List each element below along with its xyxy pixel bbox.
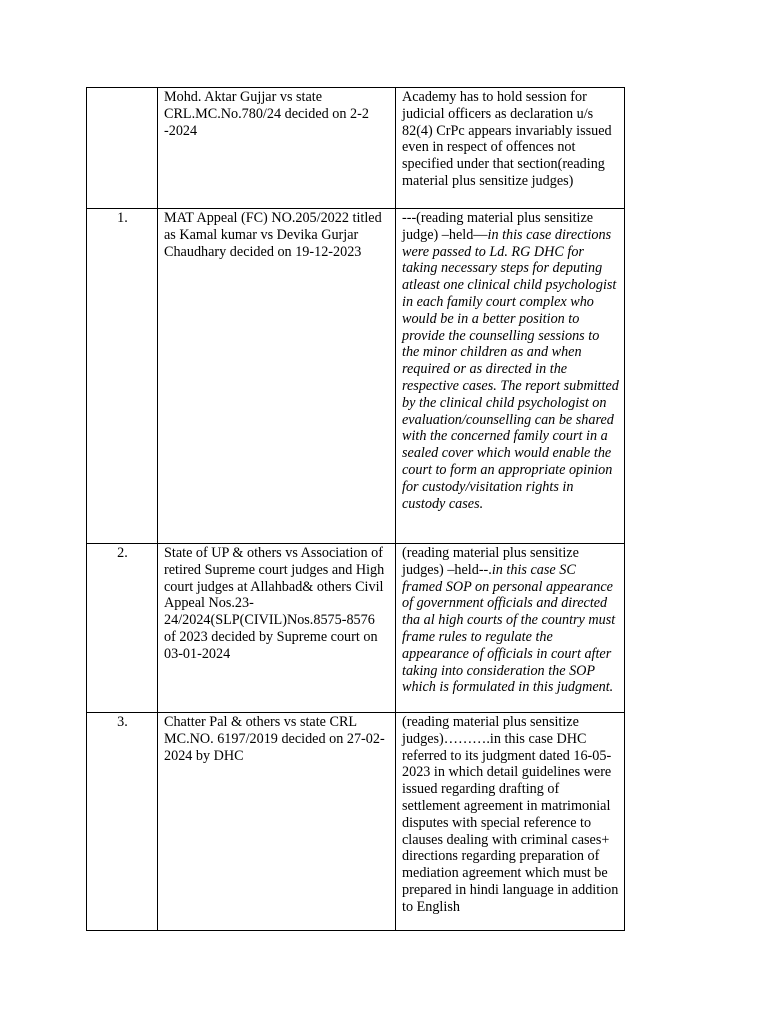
serial-number-cell: 1. [87,209,158,544]
case-table [86,87,625,931]
case-note-cell [396,713,625,931]
case-note-text: (reading material plus sensitize judges) –held--. [402,545,579,578]
case-note-text: ---(reading material plus sensitize judge) –held— [402,210,594,243]
table-row [87,544,625,713]
case-citation-cell: Chatter Pal & others vs state CRL MC.NO. 6197/2019 decided on 27-02-2024 by DHC [158,713,396,931]
case-citation-cell: Mohd. Aktar Gujjar vs state CRL.MC.No.780/24 decided on 2-2 -2024 [158,88,396,209]
case-note-holding: in this case SC framed SOP on personal appearance of government officials and directed tha al high courts of the country must frame rules to regulate the appearance of officials in court after taking into consideration the SOP which is formulated in this judgment. [402,561,616,696]
case-note-cell [396,544,625,713]
case-citation-cell: MAT Appeal (FC) NO.205/2022 titled as Kamal kumar vs Devika Gurjar Chaudhary decided on 19-12-2023 [158,209,396,544]
serial-number-cell: 3. [87,713,158,931]
case-note-cell [396,88,625,209]
serial-number-cell [87,88,158,209]
case-citation-cell: State of UP & others vs Association of retired Supreme court judges and High court judges at Allahbad& others Civil Appeal Nos.23-24/2024(SLP(CIVIL)Nos.8575-8576 of 2023 decided by Supreme court on 03-01-2024 [158,544,396,713]
case-note-cell [396,209,625,544]
case-note-holding: in this case directions were passed to Ld. RG DHC for taking necessary steps for deputing atleast one clinical child psychologist in each family court complex who would be in a better position to provide the counselling sessions to the minor children as and when required or as directed in the respective cases. The report submitted by the clinical child psychologist on evaluation/counselling can be shared with the concerned family court in a sealed cover which would enable the court to form an appropriate opinion for custody/visitation rights in custody cases. [402,226,619,512]
table-row [87,713,625,931]
table-row [87,209,625,544]
case-note-text: Academy has to hold session for judicial officers as declaration u/s 82(4) CrPc appears invariably issued even in respect of offences not specified under that section(reading material plus sensitize judges) [402,89,612,189]
serial-number-cell: 2. [87,544,158,713]
table-row [87,88,625,209]
case-note-text: (reading material plus sensitize judges)……….in this case DHC referred to its judgment dated 16-05-2023 in which detail guidelines were issued regarding drafting of settlement agreement in matrimonial disputes with special reference to clauses dealing with criminal cases+ directions regarding preparation of mediation agreement which must be prepared in hindi language in addition to English [402,714,619,915]
